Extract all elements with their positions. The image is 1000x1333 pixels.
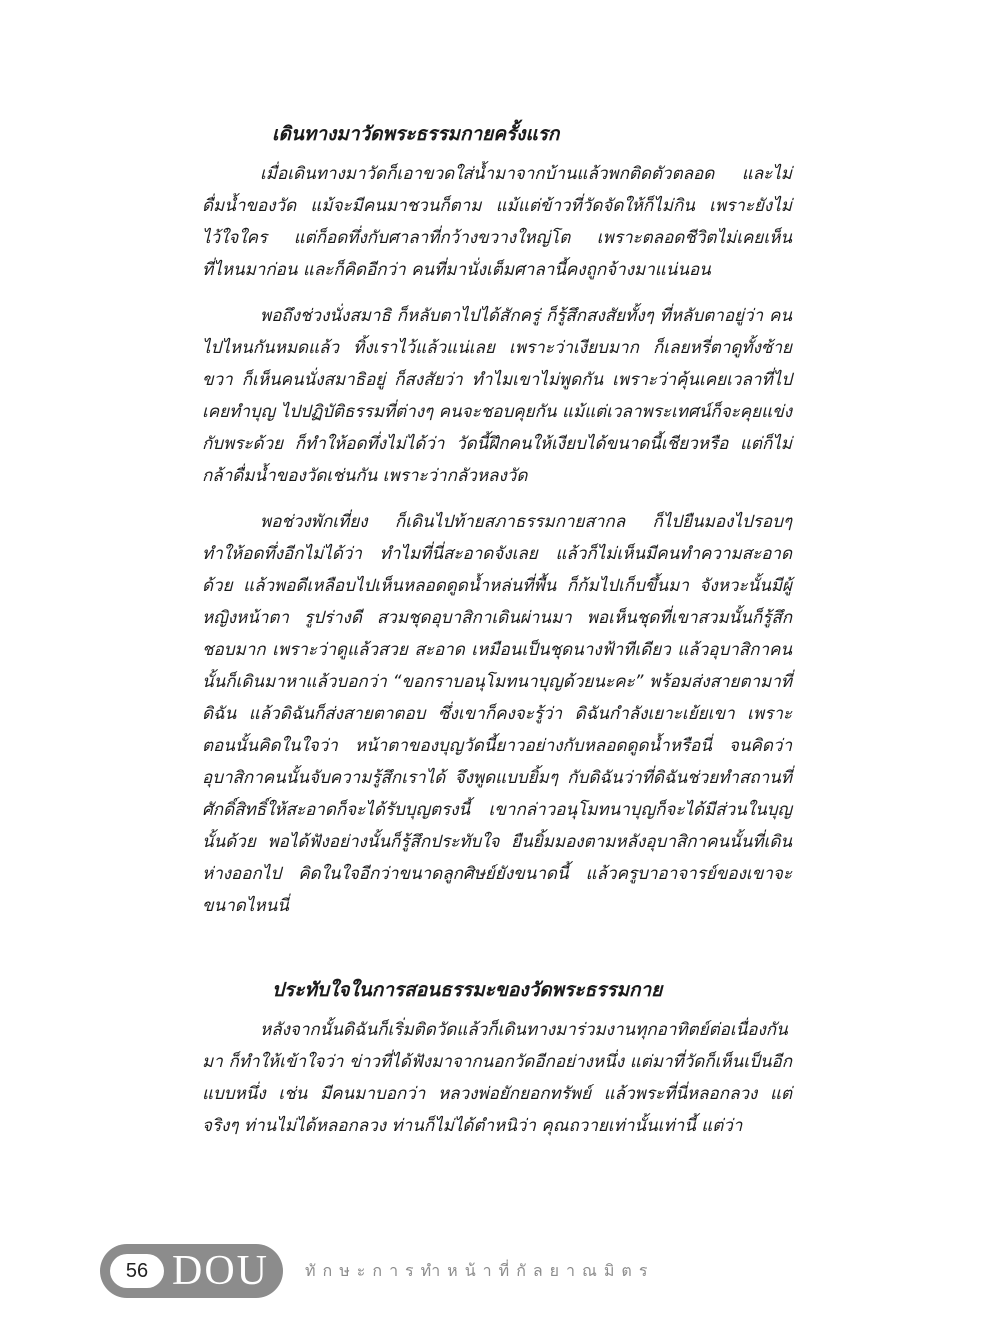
paragraph: พอช่วงพักเที่ยง ก็เดินไปท้ายสภาธรรมกายสากล ก็ไปยืนมองไปรอบๆ ทำให้อดทึ่งอีกไม่ได้ว่า ทำไมที่นี่สะอาดจังเลย แล้วก็ไม่เห็นมีคนทำความสะอาดด้วย แล้วพอดีเหลือบไปเห็นหลอดดูดน้ำหล่นที่พื้น ก็ก้มไปเก็บขึ้นมา จังหวะนั้นมีผู้หญิงหน้าตา รูปร่างดี สวมชุดอุบาสิกาเดินผ่านมา พอเห็นชุดที่เขาสวมนั้นก็รู้สึกชอบมาก เพราะว่าดูแล้วสวย สะอาด เหมือนเป็นชุดนางฟ้าทีเดียว แล้วอุบาสิกาคนนั้นก็เดินมาหาแล้วบอกว่า “ขอกราบอนุโมทนาบุญด้วยนะคะ” พร้อมส่งสายตามาที่ดิฉัน แล้วดิฉันก็ส่งสายตาตอบ ซึ่งเขาก็คงจะรู้ว่า ดิฉันกำลังเยาะเย้ยเขา เพราะตอนนั้นคิดในใจว่า หน้าตาของบุญวัดนี้ยาวอย่างกับหลอดดูดน้ำหรือนี่ จนคิดว่าอุบาสิกาคนนั้นจับความรู้สึกเราได้ จึงพูดแบบยิ้มๆ กับดิฉันว่าที่ดิฉันช่วยทำสถานที่ศักดิ์สิทธิ์ให้สะอาดก็จะได้รับบุญตรงนี้ เขากล่าวอนุโมทนาบุญก็จะได้มีส่วนในบุญนั้นด้วย พอได้ฟังอย่างนั้นก็รู้สึกประทับใจ ยืนยิ้มมองตามหลังอุบาสิกาคนนั้นที่เดินห่างออกไป คิดในใจอีกว่าขนาดลูกศิษย์ยังขนาดนี้ แล้วครูบาอาจารย์ของเขาจะขนาดไหนนี่: [202, 512, 792, 916]
section-heading: เดินทางมาวัดพระธรรมกายครั้งแรก: [272, 123, 560, 145]
book-title: ทักษะการทำหน้าที่กัลยาณมิตร: [305, 1260, 655, 1280]
paragraph: เมื่อเดินทางมาวัดก็เอาขวดใส่น้ำมาจากบ้านแล้วพกติดตัวตลอด และไม่ดื่มน้ำของวัด แม้จะมีคนมาชวนก็ตาม แม้แต่ข้าวที่วัดจัดให้ก็ไม่กิน เพราะยังไม่ไว้ใจใคร แต่ก็อดทึ่งกับศาลาที่กว้างขวางใหญ่โต เพราะตลอดชีวิตไม่เคยเห็นที่ไหนมาก่อน และก็คิดอีกว่า คนที่มานั่งเต็มศาลานี้คงถูกจ้างมาแน่นอน: [202, 164, 792, 280]
page-number: 56: [110, 1254, 164, 1288]
section-impressed-teaching: [202, 974, 792, 1142]
footer-badge: [100, 1244, 283, 1298]
section-first-visit: [202, 118, 792, 922]
page-content: [202, 118, 792, 1156]
section-heading: ประทับใจในการสอนธรรมะของวัดพระธรรมกาย: [272, 979, 663, 1001]
paragraph: พอถึงช่วงนั่งสมาธิ ก็หลับตาไปได้สักครู่ ก็รู้สึกสงสัยทั้งๆ ที่หลับตาอยู่ว่า คนไปไหนกันหมดแล้ว ทิ้งเราไว้แล้วแน่เลย เพราะว่าเงียบมาก ก็เลยหรี่ตาดูทั้งซ้ายขวา ก็เห็นคนนั่งสมาธิอยู่ ก็สงสัยว่า ทำไมเขาไม่พูดกัน เพราะว่าคุ้นเคยเวลาที่ไปเคยทำบุญ ไปปฏิบัติธรรมที่ต่างๆ คนจะชอบคุยกัน แม้แต่เวลาพระเทศน์ก็จะคุยแข่งกับพระด้วย ก็ทำให้อดทึ่งไม่ได้ว่า วัดนี้ฝึกคนให้เงียบได้ขนาดนี้เชียวหรือ แต่ก็ไม่กล้าดื่มน้ำของวัดเช่นกัน เพราะว่ากลัวหลงวัด: [202, 306, 792, 486]
page-footer: [100, 1244, 654, 1298]
paragraph: หลังจากนั้นดิฉันก็เริ่มติดวัดแล้วก็เดินทางมาร่วมงานทุกอาทิตย์ต่อเนื่องกันมา ก็ทำให้เข้าใจว่า ข่าวที่ได้ฟังมาจากนอกวัดอีกอย่างหนึ่ง แต่มาที่วัดก็เห็นเป็นอีกแบบหนึ่ง เช่น มีคนมาบอกว่า หลวงพ่อยักยอกทรัพย์ แล้วพระที่นี่หลอกลวง แต่จริงๆ ท่านไม่ได้หลอกลวง ท่านก็ไม่ได้ตำหนิว่า คุณถวายเท่านั้นเท่านี้ แต่ว่า: [202, 1020, 792, 1136]
brand-logo: DOU: [172, 1248, 269, 1294]
